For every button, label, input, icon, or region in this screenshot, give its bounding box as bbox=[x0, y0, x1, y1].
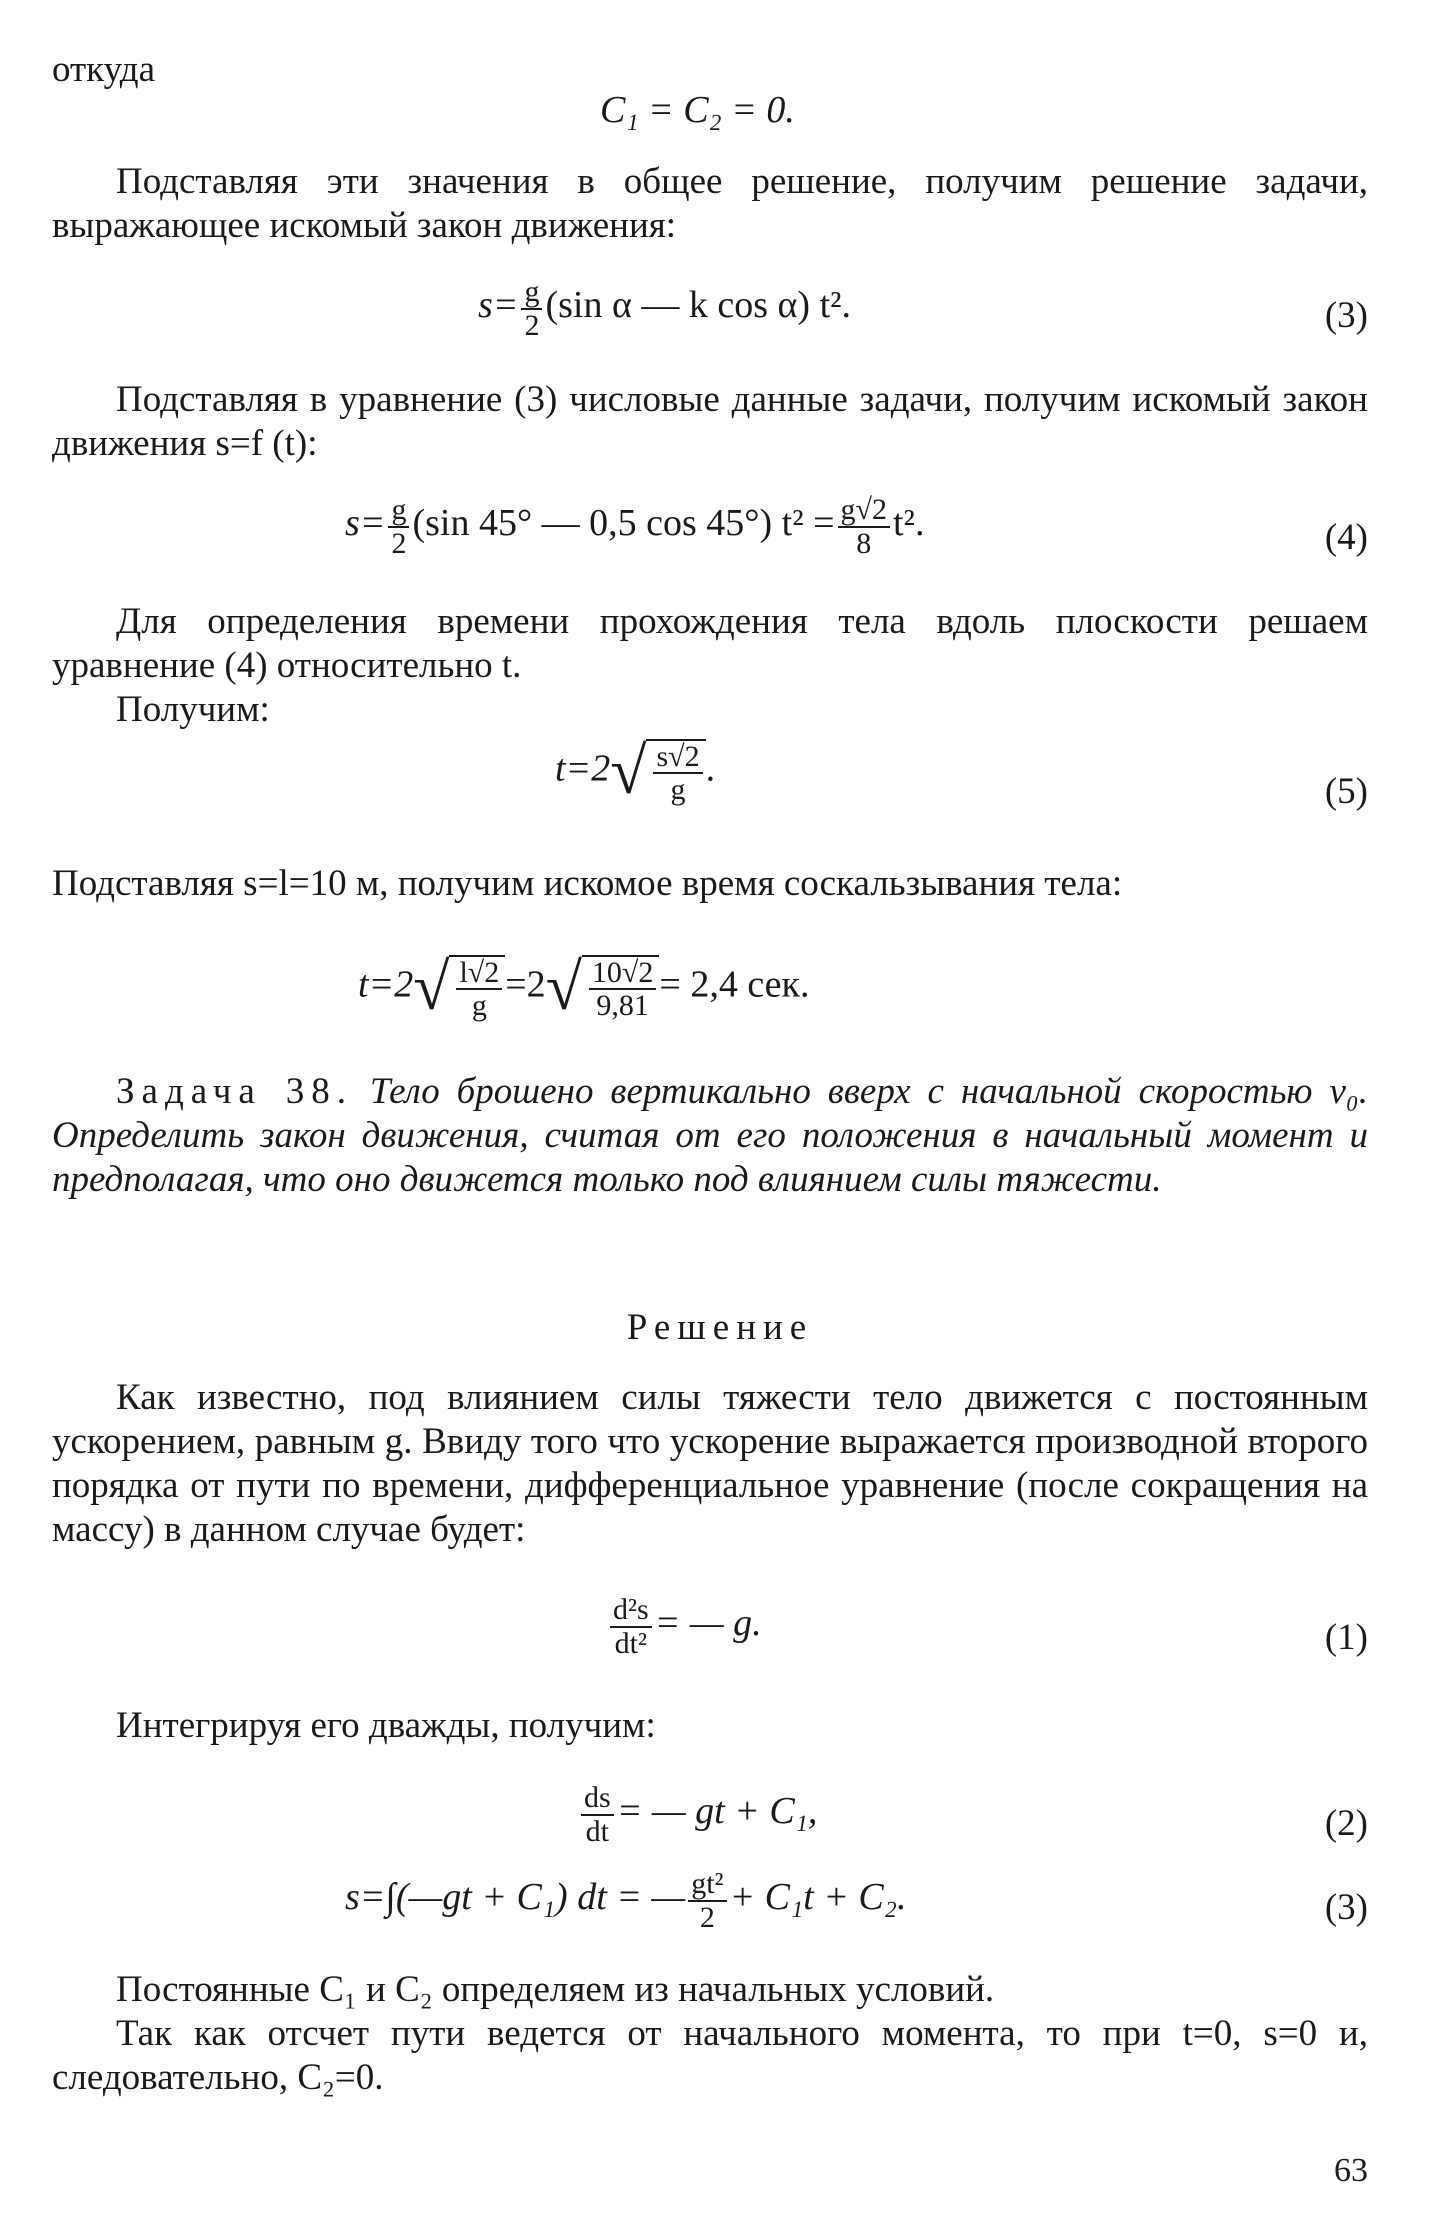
paragraph-time-determination: Для определения времени прохождения тела вдоль плоскости решаем уравнение (4) относительно t. Получим: bbox=[52, 601, 1368, 730]
paragraph-constants: Постоянные C₁ и C₂ определяем из начальных условий. Так как отсчет пути ведется от начального момента, то при t=0, s=0 и, следовательно, C₂=0. bbox=[52, 1969, 1368, 2098]
equation-5-time: t=2√ $\frac{s√2}{g}$ . bbox=[555, 735, 716, 808]
paragraph-substitution-3: Подставляя s=l=10 м, получим искомое время соскальзывания тела: bbox=[52, 863, 1123, 904]
equation-number: (3) bbox=[1324, 1887, 1368, 1928]
equation-c1-c2: C₁ = C₂ = 0. bbox=[600, 89, 795, 131]
fraction: $\frac{ds}{dt}$ bbox=[581, 1782, 614, 1847]
fraction: $\frac{s√2}{g}$ bbox=[653, 741, 702, 806]
paragraph-substitution-1: Подставляя эти значения в общее решение, получим решение задачи, выражающее искомый закон движения: bbox=[52, 161, 1368, 246]
task-text: Тело брошено вертикально вверх с начальной скоростью v₀. Определить закон движения, считая от его положения в начальный момент и предполагая, что оно движется только под влиянием силы тяжести. bbox=[52, 1071, 1368, 1200]
radical bbox=[413, 950, 505, 1026]
page-number: 63 bbox=[1334, 2152, 1368, 2189]
task-38 bbox=[52, 1070, 1368, 1202]
equation-3-motion-law: s= $\frac{g}{2}$ (sin α — k cos α) t². bbox=[478, 275, 852, 342]
paragraph-known: Как известно, под влиянием силы тяжести тело движется с постоянным ускорением, равным g. Ввиду того что ускорение выражается производной второго порядка от пути по времени, дифференциальное уравнение (после сокращения на массу) в данном случае будет: bbox=[52, 1377, 1368, 1550]
radical-sign-icon: √ bbox=[413, 951, 450, 1024]
equation-number: (3) bbox=[1324, 295, 1368, 336]
equation-4-numeric-law: s= $\frac{g}{2}$ (sin 45° — 0,5 cos 45°) t² = $\frac{g√2}{8}$ t². bbox=[345, 493, 925, 560]
equation-time-result: t=2√ $\frac{l√2}{g}$ =2√ $\frac{10√2}{9,81}$ = 2,4 сек. bbox=[358, 951, 810, 1024]
fraction: $\frac{g√2}{8}$ bbox=[838, 494, 890, 559]
section-heading: Решение bbox=[626, 1307, 814, 1348]
equation-number: (2) bbox=[1324, 1803, 1368, 1844]
fraction: $\frac{\text{d²s}}{\text{dt²}}$ bbox=[610, 1594, 652, 1659]
equation-3-displacement: s=∫(—gt + C₁) dt = — $\frac{\text{gt²}}{2}$ + C₁t + C₂. bbox=[345, 1867, 907, 1934]
task-label: Задача 38. bbox=[116, 1071, 353, 1112]
fraction: $\frac{\text{gt²}}{2}$ bbox=[688, 1868, 726, 1933]
radical bbox=[610, 734, 705, 810]
equation-number: (1) bbox=[1324, 1617, 1368, 1658]
fraction: $\frac{10√2}{9,81}$ bbox=[589, 957, 656, 1022]
equation-number: (4) bbox=[1324, 517, 1368, 558]
paragraph-integrating: Интегрируя его дважды, получим: bbox=[116, 1705, 656, 1746]
fraction: $\frac{g}{2}$ bbox=[388, 494, 409, 559]
paragraph-substitution-2: Подставляя в уравнение (3) числовые данные задачи, получим искомый закон движения s=f (t): bbox=[52, 379, 1368, 464]
fraction: $\frac{g}{2}$ bbox=[521, 276, 542, 341]
fraction: $\frac{l√2}{g}$ bbox=[456, 957, 502, 1022]
paragraph-otkuda: откуда bbox=[52, 49, 156, 90]
radical-sign-icon: √ bbox=[545, 951, 582, 1024]
radical-sign-icon: √ bbox=[610, 735, 647, 808]
equation-1-differential: $\frac{\text{d²s}}{\text{dt²}}$ = — g. bbox=[607, 1594, 762, 1659]
equation-number: (5) bbox=[1324, 771, 1368, 812]
equation-2-velocity: $\frac{ds}{dt}$ = — gt + C₁, bbox=[578, 1782, 817, 1847]
radical bbox=[546, 950, 660, 1026]
